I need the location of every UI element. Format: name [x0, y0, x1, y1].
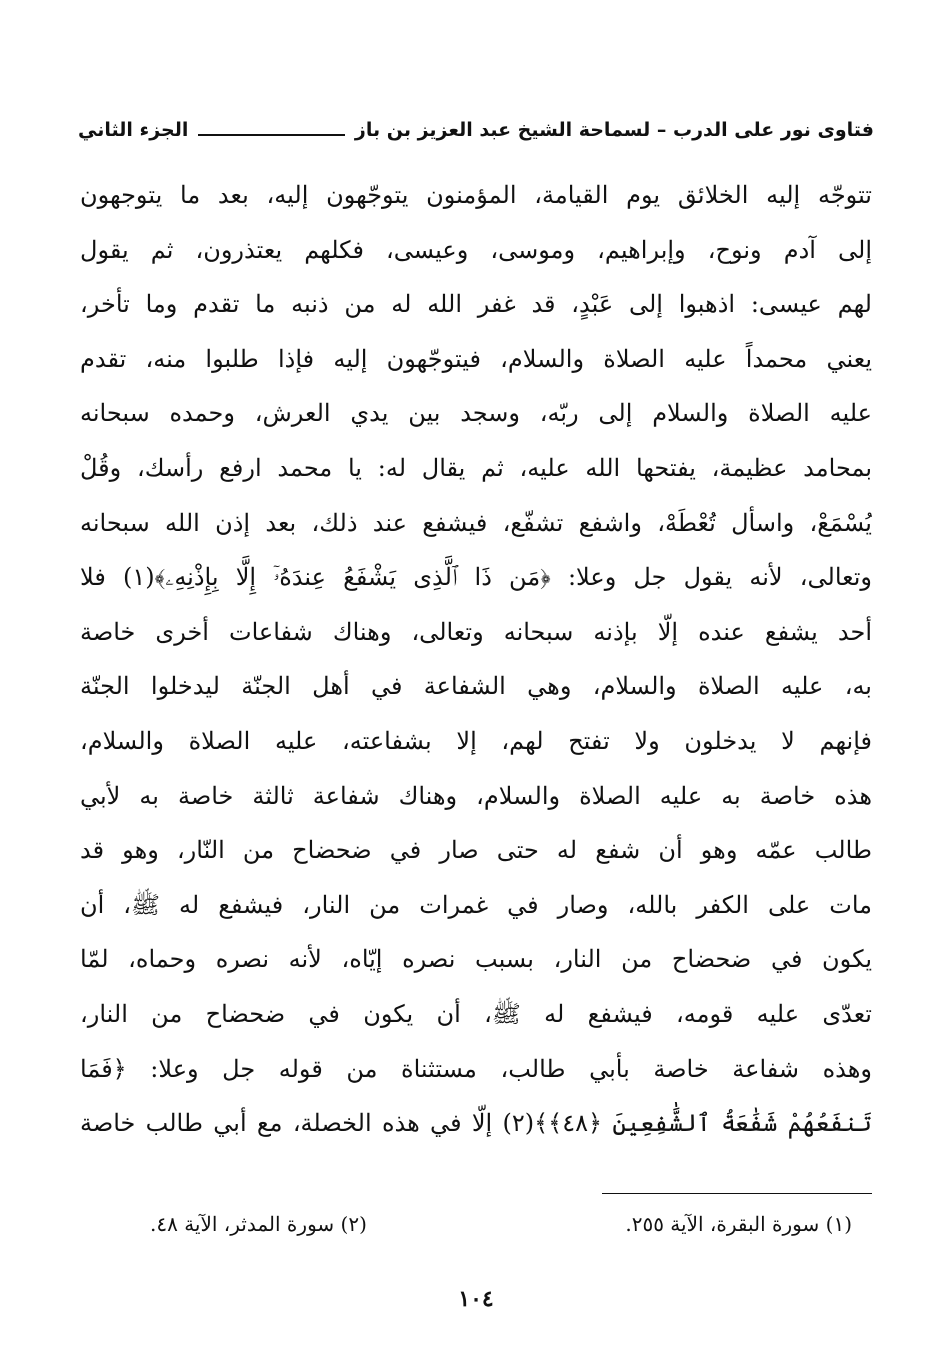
text-line: عليه الصلاة والسلام إلى ربّه، وسجد بين يدي العرش، وحمده سبحانه	[80, 399, 872, 428]
footnotes	[150, 1204, 852, 1244]
text-line: هذه خاصة به عليه الصلاة والسلام، وهناك شفاعة ثالثة خاصة به لأبي	[80, 781, 872, 810]
text-line: طالب عمّه وهو أن شفع له حتى صار في ضحضاح من النّار، وهو قد	[80, 836, 872, 865]
text-line: يُسْمَعْ، واسأل تُعْطَهْ، واشفع تشفّع، فيشفع عند ذلك، بعد إذن الله سبحانه	[80, 508, 872, 537]
text-line: وهذه شفاعة خاصة بأبي طالب، مستثناة من قوله جل وعلا: ﴿فَمَا	[80, 1054, 872, 1083]
volume-label: الجزء الثاني	[78, 119, 189, 141]
text-line: تتوجّه إليه الخلائق يوم القيامة، المؤمنون يتوجّهون إليه، بعد ما يتوجهون	[80, 181, 872, 209]
text-line: مات على الكفر بالله، وصار في غمرات من النار، فيشفع له ﷺ، أن	[80, 890, 872, 919]
text-line: تَنفَعُهُمْ شَفَٰعَةُ ٱلشَّٰفِعِينَ ﴿٤٨﴾﴾(٢) إلّا في هذه الخصلة، مع أبي طالب خاصة	[80, 1109, 872, 1138]
footnote-2: (٢) سورة المدثر، الآية ٤٨.	[150, 1212, 367, 1236]
text-line: يكون في ضحضاح من النار، بسبب نصره إيّاه، لأنه نصره وحماه، لمّا	[80, 945, 872, 974]
text-line: يعني محمداً عليه الصلاة والسلام، فيتوجّهون إليه فإذا طلبوا منه، تقدم	[80, 344, 872, 373]
header-rule	[198, 134, 345, 136]
footnote-separator	[602, 1193, 872, 1194]
text-line: فإنهم لا يدخلون ولا تفتح لهم، إلا بشفاعته، عليه الصلاة والسلام،	[80, 726, 872, 755]
text-line: لهم عيسى: اذهبوا إلى عَبْدٍ، قد غفر الله له من ذنبه ما تقدم وما تأخر،	[80, 290, 872, 319]
page-number: ١٠٤	[458, 1286, 494, 1312]
text-line: تعدّى عليه قومه، فيشفع له ﷺ، أن يكون في ضحضاح من النار،	[80, 999, 872, 1028]
book-title: فتاوى نور على الدرب – لسماحة الشيخ عبد العزيز بن باز	[354, 119, 874, 141]
text-line: أحد يشفع عنده إلّا بإذنه سبحانه وتعالى، وهناك شفاعات أخرى خاصة	[80, 617, 872, 646]
text-line: وتعالى، لأنه يقول جل وعلا: ﴿مَن ذَا ٱلَّذِى يَشْفَعُ عِندَهُۥٓ إِلَّا بِإِذْنِهِۦ﴾(١) فلا	[80, 563, 872, 592]
text-line: بمحامد عظيمة، يفتحها الله عليه، ثم يقال له: يا محمد ارفع رأسك، وقُلْ	[80, 453, 872, 482]
footnote-1: (١) سورة البقرة، الآية ٢٥٥.	[625, 1212, 852, 1236]
text-line: إلى آدم ونوح، وإبراهيم، وموسى، وعيسى، فكلهم يعتذرون، ثم يقول	[80, 235, 872, 264]
running-header	[78, 112, 874, 148]
main-text	[80, 168, 872, 1151]
text-line: به، عليه الصلاة والسلام، وهي الشفاعة في أهل الجنّة ليدخلوا الجنّة	[80, 672, 872, 701]
